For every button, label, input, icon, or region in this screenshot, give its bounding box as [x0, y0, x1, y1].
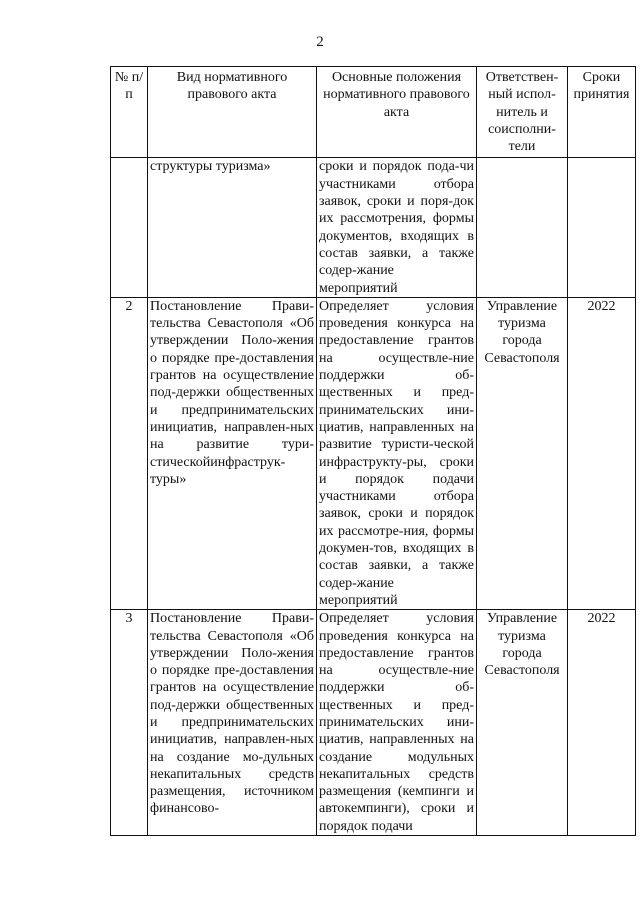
table-header-row	[111, 67, 636, 158]
row-act-type: структуры туризма»	[148, 158, 317, 297]
table-row	[111, 297, 636, 609]
row-num	[111, 158, 148, 297]
row-deadline	[568, 158, 636, 297]
row-num: 2	[111, 297, 148, 609]
table-row	[111, 610, 636, 836]
row-deadline: 2022	[568, 610, 636, 836]
page-number: 2	[316, 34, 324, 50]
row-main-provisions: Определяет условия проведения конкурса на предоставление грантов на осуществле-ние поддержки об-щественных и пред-принимательских ини-циатив, направленных на развитие туристи-ческой инфраструкту-ры, сроки и порядок подачи участниками отбора заявок, сроки и порядок их рассмотре-ния, формы докумен-тов, входящих в состав заявки, а также содер-жание мероприятий	[317, 297, 477, 609]
row-num: 3	[111, 610, 148, 836]
row-act-type: Постановление Прави-тельства Севастополя «Об утверждении Поло-жения о порядке пре-доставления грантов на осуществление под-держки общественных и предпринимательских инициатив, направлен-ных на развитие тури-стическойинфраструк-туры»	[148, 297, 317, 609]
header-act-type: Вид нормативного правового акта	[148, 67, 317, 158]
row-deadline: 2022	[568, 297, 636, 609]
header-responsible: Ответствен-ный испол-нитель и соисполни-тели	[477, 67, 568, 158]
row-responsible	[477, 158, 568, 297]
measures-table	[110, 66, 636, 836]
header-deadline: Сроки принятия	[568, 67, 636, 158]
header-num: № п/п	[111, 67, 148, 158]
row-main-provisions: Определяет условия проведения конкурса на предоставление грантов на осуществле-ние поддержки об-щественных и пред-принимательских ини-циатив, направленных на создание модульных некапитальных средств размещения (кемпинги и автокемпинги), сроки и порядок подачи	[317, 610, 477, 836]
header-main-provisions: Основные положения нормативного правового акта	[317, 67, 477, 158]
row-main-provisions: сроки и порядок пода-чи участниками отбора заявок, сроки и поря-док их рассмотрения, формы документов, входящих в состав заявки, а также содер-жание мероприятий	[317, 158, 477, 297]
row-responsible: Управление туризма города Севастополя	[477, 610, 568, 836]
row-responsible: Управление туризма города Севастополя	[477, 297, 568, 609]
table-row	[111, 158, 636, 297]
row-act-type: Постановление Прави-тельства Севастополя «Об утверждении Поло-жения о порядке пре-доставления грантов на осуществление под-держки общественных и предпринимательских инициатив, направлен-ных на создание мо-дульных некапитальных средств размещения, источником финансово-	[148, 610, 317, 836]
